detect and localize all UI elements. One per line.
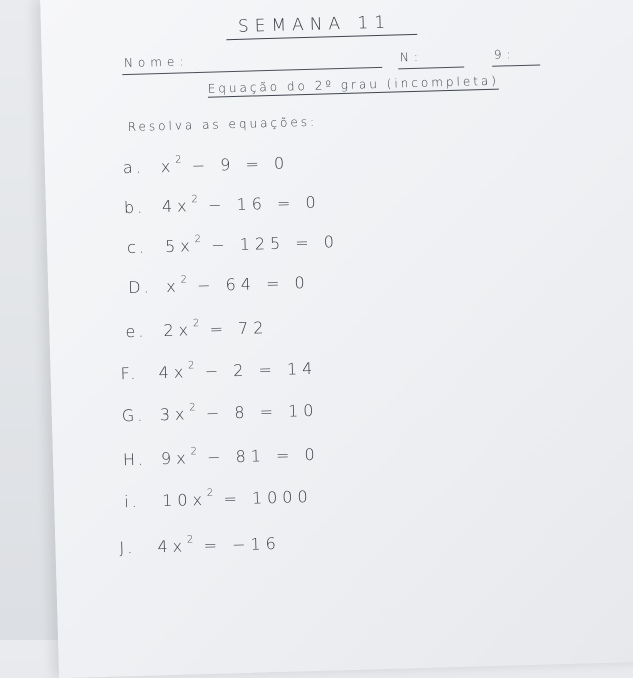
equation-rest: − 81 = 0	[196, 444, 320, 468]
equation-letter: G.	[121, 405, 146, 426]
equation-term: x	[165, 276, 181, 296]
equation-rest: − 16 = 0	[197, 192, 321, 216]
equation-term: 10x	[161, 489, 208, 511]
equation-item	[127, 230, 339, 257]
equation-term: x	[160, 156, 176, 177]
instructions: Resolva as equações:	[127, 114, 318, 134]
equation-rest: − 9 = 0	[181, 153, 290, 176]
equation-exponent: 2	[186, 534, 194, 546]
equation-item	[124, 191, 321, 217]
equation-term: 2x	[163, 320, 194, 341]
number-label: N:	[399, 49, 424, 65]
equation-letter: e.	[125, 321, 147, 342]
equation-exponent: 2	[189, 402, 196, 414]
equation-letter: b.	[123, 197, 146, 218]
equation-rest: − 125 = 0	[200, 232, 340, 255]
equation-term: 9x	[160, 448, 191, 469]
equation-exponent: 2	[191, 194, 198, 206]
equation-exponent: 2	[187, 360, 195, 372]
equation-letter: D.	[127, 277, 152, 298]
equation-term: 4x	[161, 196, 192, 217]
equation-item	[125, 316, 268, 341]
equation-exponent: 2	[190, 446, 198, 458]
equation-item	[123, 443, 320, 469]
equation-letter: J.	[119, 537, 136, 558]
equation-term: 4x	[157, 536, 188, 557]
equation-item	[119, 532, 281, 557]
equation-rest: = 72	[199, 318, 269, 340]
equation-letter: c.	[126, 237, 148, 258]
equation-item	[121, 399, 318, 425]
equation-rest: − 8 = 10	[195, 400, 319, 424]
equation-term: 5x	[164, 236, 196, 256]
worksheet-subtitle: Equação do 2º grau (incompleta)	[207, 73, 500, 96]
equation-item	[124, 485, 313, 511]
equation-item	[128, 271, 310, 297]
equation-exponent: 2	[206, 487, 214, 499]
equation-exponent: 2	[194, 233, 202, 246]
number-line	[398, 67, 464, 70]
equation-letter: F.	[120, 363, 139, 384]
equation-rest: − 2 = 14	[194, 358, 318, 382]
equation-term: 3x	[159, 404, 190, 425]
equation-item	[123, 151, 290, 177]
equation-term: 4x	[158, 362, 189, 383]
equation-rest: − 64 = 0	[186, 272, 310, 296]
grade-line	[492, 64, 540, 66]
equation-letter: i.	[123, 491, 140, 512]
equation-exponent: 2	[175, 154, 182, 166]
name-label: Nome:	[123, 54, 189, 71]
equation-letter: a.	[122, 157, 145, 178]
equation-exponent: 2	[180, 274, 188, 286]
equation-rest: = 1000	[213, 486, 313, 509]
equation-item	[120, 357, 317, 383]
equation-rest: = −16	[193, 533, 282, 556]
equation-exponent: 2	[192, 318, 200, 330]
worksheet-paper	[40, 0, 633, 678]
equation-letter: H.	[122, 449, 147, 470]
grade-label: 9:	[493, 47, 516, 62]
worksheet-title: SEMANA 11	[226, 12, 418, 40]
